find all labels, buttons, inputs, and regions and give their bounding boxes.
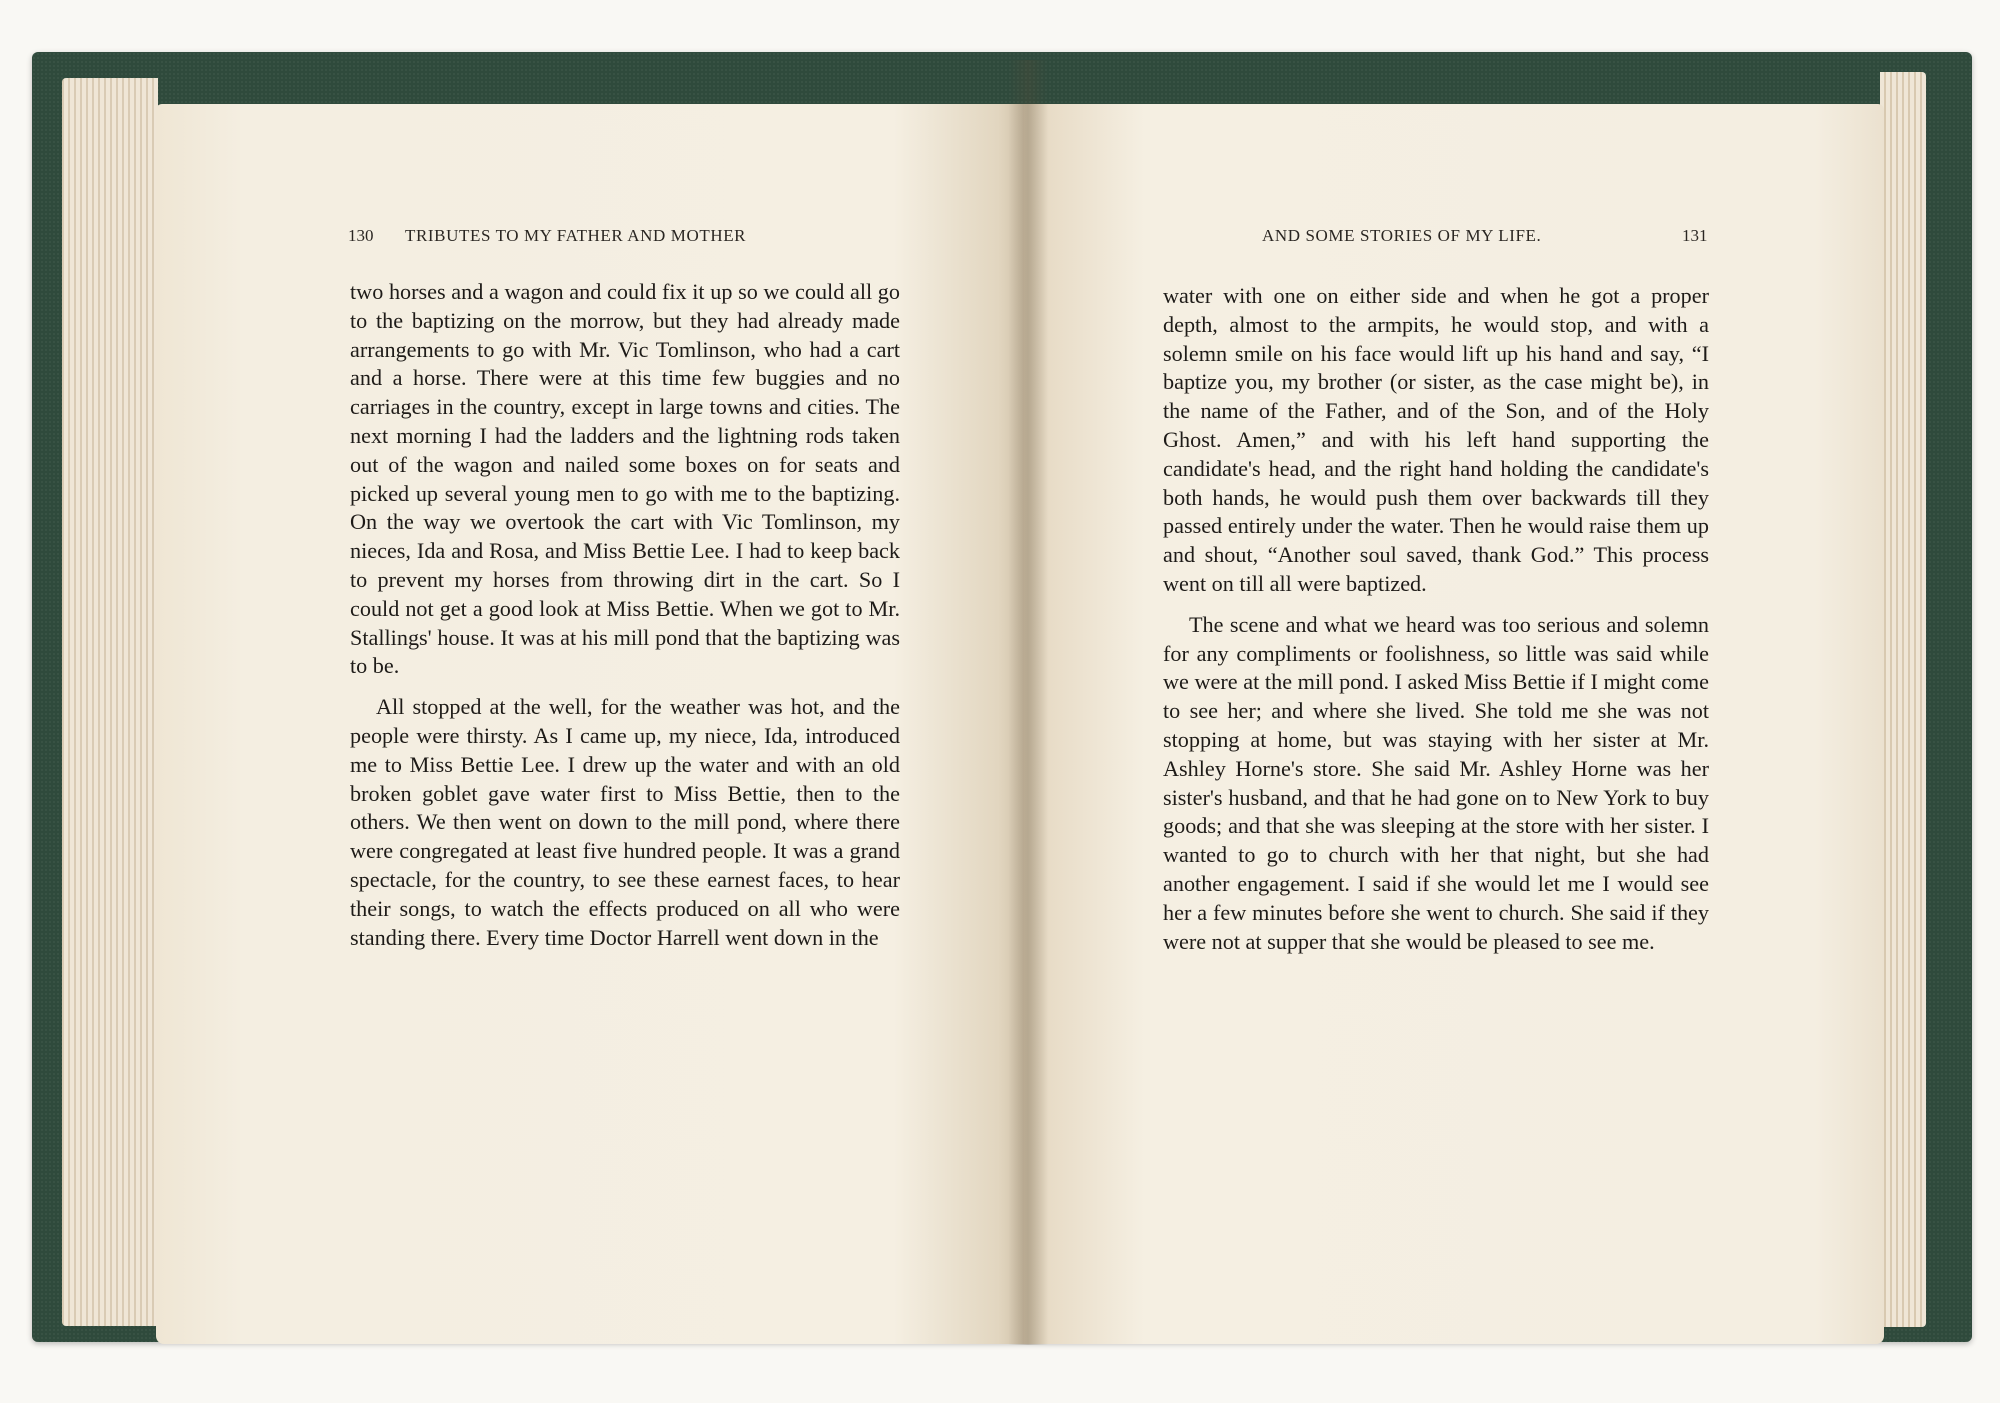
page-edges-right <box>1880 72 1926 1327</box>
left-running-head: TRIBUTES TO MY FATHER AND MOTHER <box>405 226 747 245</box>
right-page-number: 131 <box>1682 226 1708 245</box>
right-paragraph-2: The scene and what we heard was too serious and solemn for any compliments or foolishness, so little was said while we were at the mill pond. I asked Miss Bettie if I might come to see her; and where she lived. She told me she was not stopping at home, but was staying with her sister at Mr. Ashley Horne's store. She said Mr. Ashley Horne was her sister's husband, and that he had gone on to New York to buy goods; and that she was sleeping at the store with her sister. I wanted to go to church with her that night, but she had another engagement. I said if she would let me I would see her a few minutes before she went to church. She said if they were not at supper that she would be pleased to see me. <box>1163 611 1709 954</box>
left-page-body <box>350 278 900 964</box>
left-paragraph-1: two horses and a wagon and could fix it up so we could all go to the baptizing on the morrow, but they had already made arrangements to go with Mr. Vic Tomlinson, who had a cart and a horse. There were at this time few buggies and no carriages in the country, except in large towns and cities. The next morning I had the ladders and the lightning rods taken out of the wagon and nailed some boxes on for seats and picked up several young men to go with me to the baptizing. On the way we overtook the cart with Vic Tomlinson, my nieces, Ida and Rosa, and Miss Bettie Lee. I had to keep back to prevent my horses from throwing dirt in the cart. So I could not get a good look at Miss Bettie. When we got to Mr. Stallings' house. It was at his mill pond that the baptizing was to be. <box>350 279 900 679</box>
right-paragraph-1: water with one on either side and when he got a proper depth, almost to the armpits, he would stop, and with a solemn smile on his face would lift up his hand and say, “I baptize you, my brother (or sister, as the case might be), in the name of the Father, and of the Son, and of the Holy Ghost. Amen,” and with his left hand supporting the candidate's head, and the right hand holding the candidate's both hands, he would push them over backwards till they passed entirely under the water. Then he would raise them up and shout, “Another soul saved, thank God.” This process went on till all were baptized. <box>1163 283 1709 596</box>
right-page-body <box>1163 282 1709 968</box>
book-gutter <box>1008 60 1048 1345</box>
right-running-head: AND SOME STORIES OF MY LIFE. <box>1262 226 1542 245</box>
left-paragraph-2: All stopped at the well, for the weather was hot, and the people were thirsty. As I came up, my niece, Ida, introduced me to Miss Bettie Lee. I drew up the water and with an old broken goblet gave water first to Miss Bettie, then to the others. We then went on down to the mill pond, where there were congregated at least five hundred people. It was a grand spectacle, for the country, to see these earnest faces, to hear their songs, to watch the effects produced on all who were standing there. Every time Doctor Harrell went down in the <box>350 694 900 950</box>
page-edges-left <box>62 78 158 1326</box>
left-page-number: 130 <box>348 226 374 245</box>
